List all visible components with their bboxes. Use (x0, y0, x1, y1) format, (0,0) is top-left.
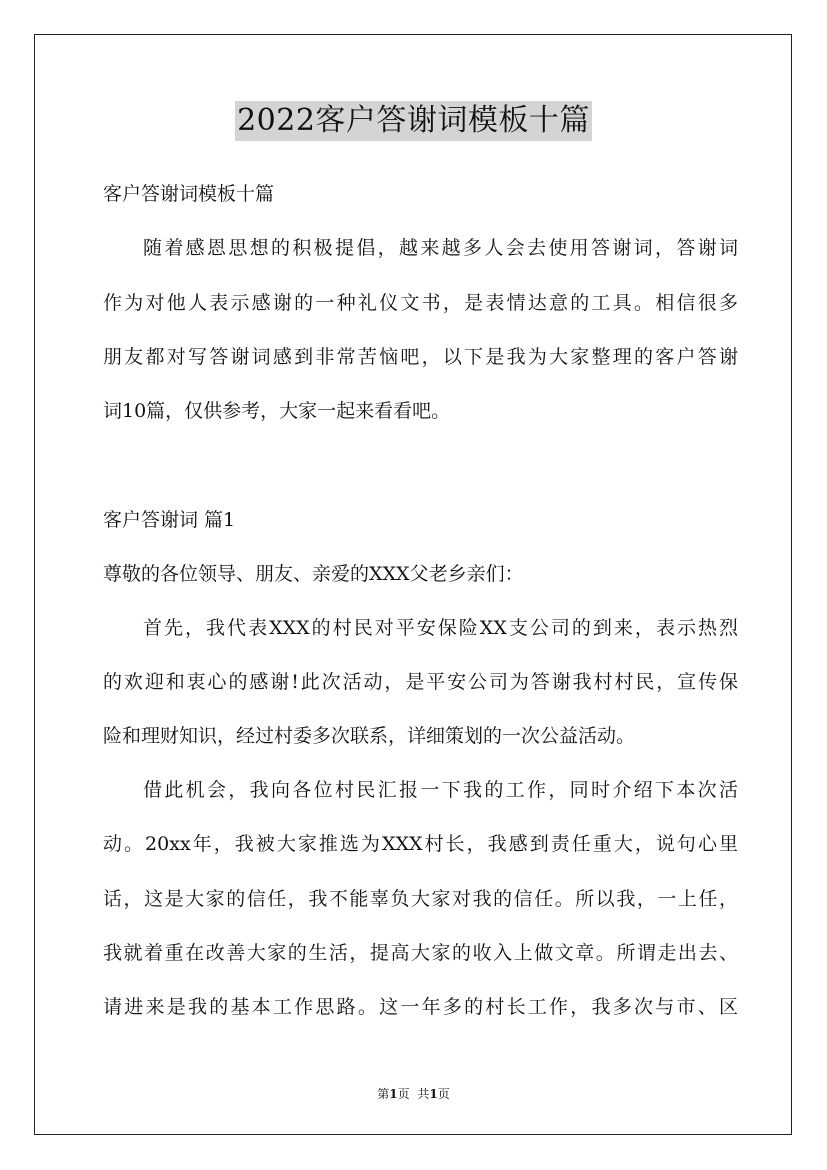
intro-line-4: 词10篇，仅供参考，大家一起来看看吧。 (103, 400, 451, 422)
section-heading: 客户答谢词 篇1 (103, 509, 236, 531)
para1-line-3: 险和理财知识，经过村委多次联系，详细策划的一次公益活动。 (103, 725, 636, 747)
para2-line-1: 借此机会，我向各位村民汇报一下我的工作，同时介绍下本次活 (143, 779, 738, 801)
footer-page-prefix: 第 (377, 1087, 390, 1101)
intro-line-1: 随着感恩思想的积极提倡，越来越多人会去使用答谢词，答谢词 (143, 237, 738, 259)
footer-total-prefix: 共 (417, 1087, 430, 1101)
intro-line-2: 作为对他人表示感谢的一种礼仪文书，是表情达意的工具。相信很多 (103, 292, 738, 314)
para2-line-5: 请进来是我的基本工作思路。这一年多的村长工作，我多次与市、区 (103, 996, 738, 1018)
para2-line-3: 话，这是大家的信任，我不能辜负大家对我的信任。所以我，一上任， (103, 888, 738, 910)
footer-total-suffix: 页 (437, 1087, 450, 1101)
footer-page-number: 1 (389, 1087, 398, 1101)
document-title: 2022客户答谢词模板十篇 (235, 101, 592, 141)
para1-line-2: 的欢迎和衷心的感谢!此次活动，是平安公司为答谢我村村民，宣传保 (103, 671, 738, 693)
para2-line-4: 我就着重在改善大家的生活，提高大家的收入上做文章。所谓走出去、 (103, 942, 738, 964)
title-container (0, 101, 827, 141)
footer-total-number: 1 (429, 1087, 438, 1101)
page-footer (0, 1086, 827, 1102)
intro-line-3: 朋友都对写答谢词感到非常苦恼吧，以下是我为大家整理的客户答谢 (103, 346, 738, 368)
subtitle: 客户答谢词模板十篇 (103, 183, 275, 205)
para2-line-2: 动。20xx年，我被大家推选为XXX村长，我感到责任重大，说句心里 (103, 833, 738, 855)
para1-line-1: 首先，我代表XXX的村民对平安保险XX支公司的到来，表示热烈 (143, 617, 738, 639)
footer-page-suffix: 页 (397, 1087, 410, 1101)
salutation: 尊敬的各位领导、朋友、亲爱的XXX父老乡亲们： (103, 563, 524, 585)
